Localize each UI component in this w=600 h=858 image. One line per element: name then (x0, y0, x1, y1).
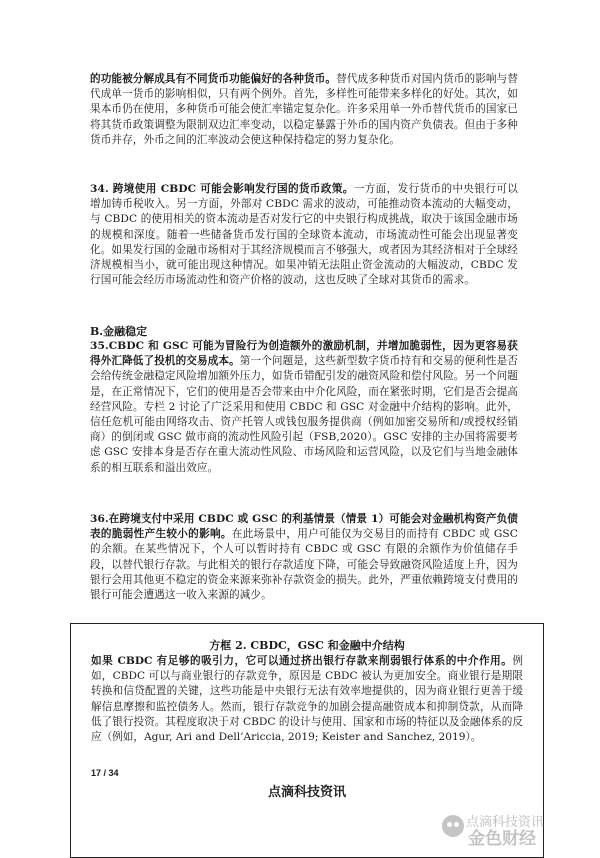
paragraph-1-text: 替代成多种货币对国内货币的影响与替代成单一货币的影响相似，只有两个例外。首先，多样性可能带来多样化的好处。其次，如果本币仍在使用，多种货币可能会使汇率锚定复杂化。许多采用单一外币替代货币的国家已将其货币政策调整为限制双边汇率变动，以稳定暴露于外币的国内资产负债表。但由于多种货币并存，外币之间的汇率波动会使这种保持稳定的努力复杂化。 (90, 73, 518, 146)
paragraph-1 (90, 72, 518, 148)
paragraph-36 (90, 512, 518, 603)
box-2-text: 例如，CBDC 可以与商业银行的存款竞争，原因是 CBDC 被认为更加安全。商业银行是期限转换和信贷配置的关键，这些功能是中央银行无法有效率地提供的，因为商业银行更善于缓解信息摩擦和监控债务人。然而，银行存款竞争的加剧会提高融资成本和抑制贷款，从而降低了银行投资。其程度取决于对 CBDC 的设计与使用、国家和市场的特征以及金融体系的反应（例如，Agur, Ari and Dell’Ariccia, 2019; Keister and Sanchez, 2019）。 (91, 655, 523, 744)
box-2-bold: 如果 CBDC 有足够的吸引力，它可以通过挤出银行存款来削弱银行体系的中介作用。 (91, 655, 513, 667)
watermark-line-2: 金色财经 (468, 829, 536, 849)
paragraph-35 (90, 339, 518, 476)
paragraph-34 (90, 182, 518, 288)
paragraph-1-bold: 的功能被分解成具有不同货币功能偏好的各种货币。 (90, 73, 337, 85)
paragraph-36-bold: 36.在跨境支付中采用 CBDC 或 GSC 的利基情景（情景 1）可能会对金融机构资产负债表的脆弱性产生较小的影响。 (90, 513, 518, 541)
paragraph-36-text: 在此场景中，用户可能仅为交易目的而持有 CBDC 或 GSC 的余额。在某些情况下，个人可以暂时持有 CBDC 或 GSC 有限的余额作为价值储存手段，以替代银行存款。与此相关的银行存款适度下降，可能会导致融资风险适度上升，因为银行会用其他更不稳定的资金来源来弥补存款资金的损失。此外，严重依赖跨境支付费用的银行可能会遭遇这一收入来源的减少。 (90, 528, 518, 602)
box-2-title: 方框 2. CBDC，GSC 和金融中介结构 (209, 639, 405, 652)
paragraph-35-bold: 35.CBDC 和 GSC 可能为冒险行为创造额外的激励机制，并增加脆弱性，因为更容易获得外汇降低了投机的交易成本。 (90, 340, 518, 368)
section-heading-financial-stability: B.金融稳定 (90, 325, 148, 338)
watermark-line-1: 点滴科技资讯 (466, 815, 545, 830)
box-2-paragraph (91, 654, 523, 745)
paragraph-34-text: 一方面，发行货币的中央银行可以增加铸币税收入。另一方面，外部对 CBDC 需求的波动，可能推动资本流动的大幅变动，与 CBDC 的使用相关的资本流动是否对发行它的中央银行构成挑战，取决于该国金融市场的规模和深度。随着一些储备货币发行国的全球资本流动，市场流动性可能会出现显著变化。如果发行国的金融市场相对于其经济规模而言不够强大，或者因为其经济相对于全球经济规模相当小，就可能出现这种情况。如果冲销无法阻止资金流动的大幅波动，CBDC 发行国可能会经历市场流动性和资产价格的波动，这也反映了全球对其货币的需求。 (90, 183, 518, 287)
watermark (442, 809, 592, 849)
source-label: 点滴科技资讯 (267, 784, 346, 799)
wechat-icon (442, 815, 464, 837)
page-number: 17 / 34 (91, 768, 119, 778)
paragraph-34-bold: 34. 跨境使用 CBDC 可能会影响发行国的货币政策。 (90, 183, 354, 195)
paragraph-35-text: 第一个问题是，这些新型数字货币持有和交易的便利性是否会给传统金融稳定风险增加额外压力，如货币错配引发的融资风险和偿付风险。另一个问题是，在正常情况下，它们的使用是否会带来由中介化风险，而在紧张时期，它们是否会提高经营风险。专栏 2 讨论了广泛采用和使用 CBDC 和 GSC 对金融中介结构的影响。此外，信任危机可能由网络攻击、资产托管人或钱包服务提供商（例如加密交易所和/或授权经销商）的倒闭或 GSC 做市商的流动性风险引起（FSB,2020）。GSC 安排的主办国将需要考虑 GSC 安排本身是否存在重大流动性风险、市场风险和运营风险，以及它们与当地金融体系的相互联系和溢出效应。 (90, 355, 518, 474)
